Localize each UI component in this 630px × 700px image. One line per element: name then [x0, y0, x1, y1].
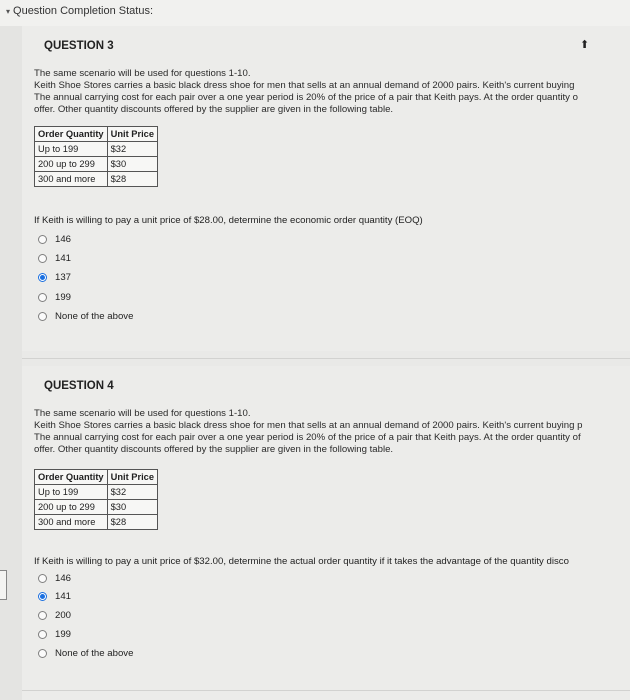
scroll-marker: [0, 570, 7, 600]
scenario-heading: The same scenario will be used for questions 1-10.: [34, 408, 251, 419]
table-cell: 300 and more: [35, 515, 108, 530]
table-cell: Up to 199: [35, 142, 108, 157]
radio-button-selected[interactable]: [38, 592, 47, 601]
option-label: 146: [55, 573, 72, 584]
radio-button[interactable]: [38, 293, 47, 302]
table-header: Unit Price: [107, 470, 157, 485]
table-row: [35, 172, 158, 187]
option-label: 146: [55, 234, 72, 245]
price-table: [34, 126, 158, 187]
top-bar: [0, 0, 630, 27]
table-cell: 300 and more: [35, 172, 108, 187]
scenario-line: Keith Shoe Stores carries a basic black dress shoe for men that sells at an annual demand of 2000 pairs. Keith's current buying: [34, 80, 575, 91]
answer-option[interactable]: [38, 610, 71, 621]
radio-button[interactable]: [38, 574, 47, 583]
option-label: 141: [55, 591, 72, 602]
answer-option[interactable]: [38, 629, 71, 640]
radio-button[interactable]: [38, 254, 47, 263]
scenario-line: offer. Other quantity discounts offered by the supplier are given in the following table.: [34, 444, 394, 455]
status-label: Question Completion Status:: [13, 5, 154, 17]
scenario-line: offer. Other quantity discounts offered by the supplier are given in the following table.: [34, 104, 394, 115]
radio-button[interactable]: [38, 235, 47, 244]
price-table: [34, 469, 158, 530]
answer-option[interactable]: [38, 573, 71, 584]
answer-option[interactable]: [38, 292, 71, 303]
table-cell: 200 up to 299: [35, 500, 108, 515]
radio-button-selected[interactable]: [38, 273, 47, 282]
flag-arrow-icon[interactable]: ⬆: [580, 39, 590, 51]
question-4-block: [22, 366, 630, 700]
radio-button[interactable]: [38, 611, 47, 620]
table-cell: 200 up to 299: [35, 157, 108, 172]
table-row: [35, 485, 158, 500]
question-title: QUESTION 3: [44, 40, 114, 52]
answer-option-selected[interactable]: [38, 591, 71, 602]
option-label: 199: [55, 629, 72, 640]
table-row: [35, 157, 158, 172]
answer-option[interactable]: [38, 253, 71, 264]
table-row: [35, 500, 158, 515]
scenario-line: The annual carrying cost for each pair over a one year period is 20% of the price of a pair that Keith pays. At the order quantity of: [34, 432, 581, 443]
table-cell: $30: [107, 500, 157, 515]
scenario-heading: The same scenario will be used for questions 1-10.: [34, 68, 251, 79]
question-divider: [22, 690, 630, 691]
scenario-line: Keith Shoe Stores carries a basic black dress shoe for men that sells at an annual demand of 2000 pairs. Keith's current buying p: [34, 420, 583, 431]
scenario-line: The annual carrying cost for each pair over a one year period is 20% of the price of a pair that Keith pays. At the order quantity o: [34, 92, 578, 103]
table-cell: $32: [107, 142, 157, 157]
option-label: 199: [55, 292, 72, 303]
question-title: QUESTION 4: [44, 380, 114, 392]
radio-button[interactable]: [38, 649, 47, 658]
radio-button[interactable]: [38, 630, 47, 639]
radio-button[interactable]: [38, 312, 47, 321]
table-header: Order Quantity: [35, 470, 108, 485]
answer-option[interactable]: [38, 234, 71, 245]
table-cell: $28: [107, 515, 157, 530]
table-cell: $28: [107, 172, 157, 187]
table-header: Order Quantity: [35, 127, 108, 142]
option-label: None of the above: [55, 311, 134, 322]
question-prompt: If Keith is willing to pay a unit price of $28.00, determine the economic order quantity (EOQ): [34, 215, 423, 226]
caret-down-icon: ▾: [6, 7, 11, 16]
table-cell: Up to 199: [35, 485, 108, 500]
question-3-block: [22, 26, 630, 351]
answer-option-selected[interactable]: [38, 272, 71, 283]
option-label: 141: [55, 253, 72, 264]
question-prompt: If Keith is willing to pay a unit price of $32.00, determine the actual order quantity if it takes the advantage of the quantity disco: [34, 556, 569, 567]
option-label: None of the above: [55, 648, 134, 659]
table-cell: $30: [107, 157, 157, 172]
table-row: [35, 515, 158, 530]
option-label: 200: [55, 610, 72, 621]
answer-option[interactable]: [38, 648, 133, 659]
question-status-toggle[interactable]: [6, 5, 153, 17]
table-row: [35, 142, 158, 157]
table-cell: $32: [107, 485, 157, 500]
table-header: Unit Price: [107, 127, 157, 142]
answer-option[interactable]: [38, 311, 133, 322]
question-divider: [22, 358, 630, 359]
option-label: 137: [55, 272, 72, 283]
